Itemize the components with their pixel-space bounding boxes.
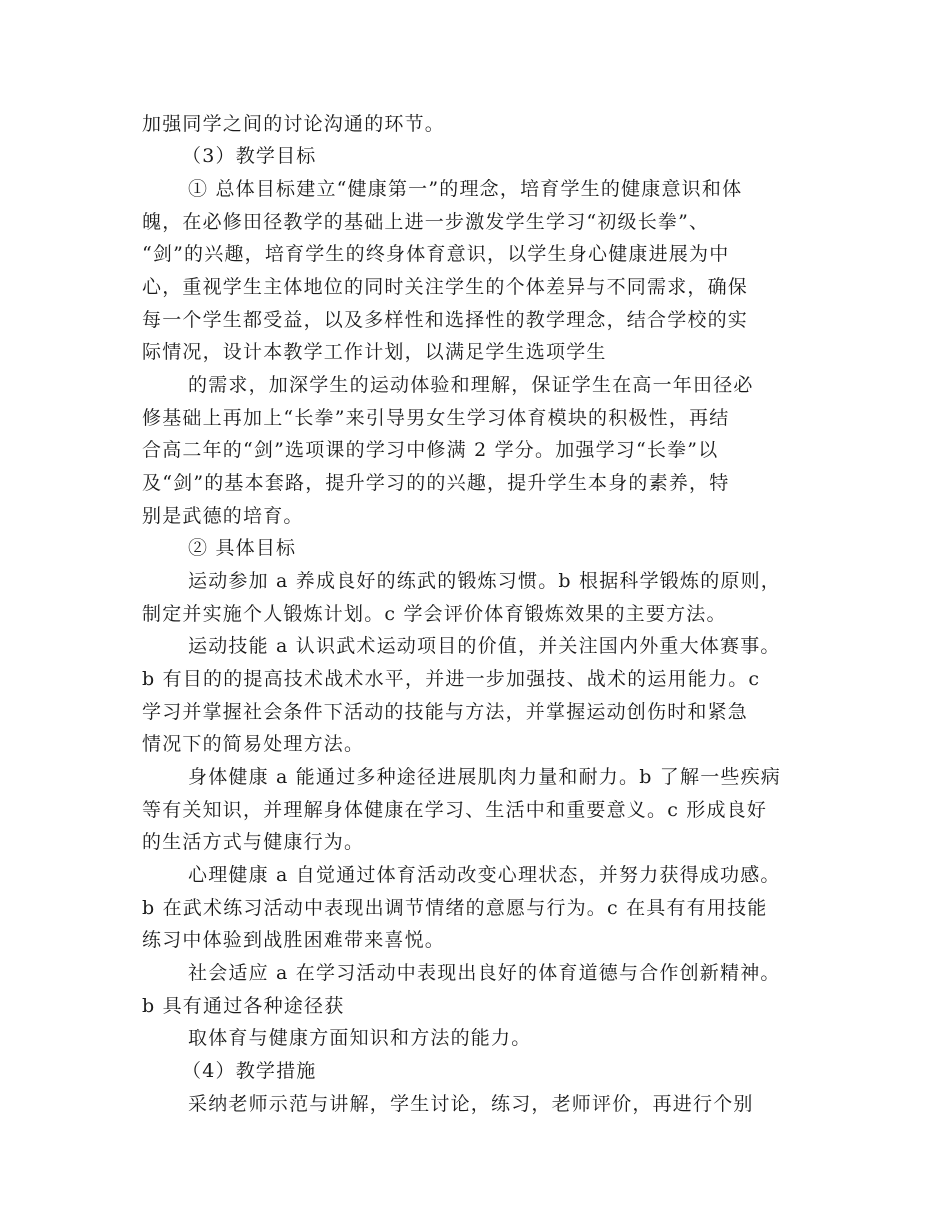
section-heading: （4）教学措施 xyxy=(182,1060,317,1082)
text-line: 采纳老师示范与讲解，学生讨论，练习，老师评价，再进行个别 xyxy=(188,1093,754,1115)
text-line: b 有目的的提高技术战术水平，并进一步加强技、战术的运用能力。c xyxy=(142,668,761,690)
text-line: 运动技能 a 认识武术运动项目的价值，并关注国内外重大体赛事。 xyxy=(188,635,781,657)
text-line: 心，重视学生主体地位的同时关注学生的个体差异与不同需求，确保 xyxy=(142,276,749,298)
text-line: b 具有通过各种途径获 xyxy=(142,995,345,1017)
text-line: 制定并实施个人锻炼计划。c 学会评价体育锻炼效果的主要方法。 xyxy=(142,603,727,625)
text-line: 运动参加 a 养成良好的练武的锻炼习惯。b 根据科学锻炼的原则， xyxy=(188,570,782,592)
text-line: 每一个学生都受益，以及多样性和选择性的教学理念，结合学校的实 xyxy=(142,309,749,331)
text-line: 等有关知识，并理解身体健康在学习、生活中和重要意义。c 形成良好 xyxy=(142,799,768,821)
text-line: 加强同学之间的讨论沟通的环节。 xyxy=(142,113,446,135)
text-line: 身体健康 a 能通过多种途径进展肌肉力量和耐力。b 了解一些疾病 xyxy=(188,766,782,788)
section-heading: ② 具体目标 xyxy=(188,537,297,559)
text-line: ① 总体目标建立“健康第一”的理念，培育学生的健康意识和体 xyxy=(188,178,743,200)
text-line: 际情况，设计本教学工作计划，以满足学生选项学生 xyxy=(142,341,607,363)
text-line: 及“剑”的基本套路，提升学习的的兴趣，提升学生本身的素养，特 xyxy=(142,472,730,494)
text-line: 心理健康 a 自觉通过体育活动改变心理状态，并努力获得成功感。 xyxy=(188,864,781,886)
text-line: “剑”的兴趣，培育学生的终身体育意识，以学生身心健康进展为中 xyxy=(142,243,730,265)
text-line: 的生活方式与健康行为。 xyxy=(142,831,365,853)
text-line: 的需求，加深学生的运动体验和理解，保证学生在高一年田径必 xyxy=(188,374,754,396)
text-line: 修基础上再加上“长拳”来引导男女生学习体育模块的积极性，再结 xyxy=(142,407,730,429)
text-line: 取体育与健康方面知识和方法的能力。 xyxy=(188,1027,532,1049)
text-line: 合高二年的“剑”选项课的学习中修满 2 学分。加强学习“长拳”以 xyxy=(142,439,719,461)
text-line: 别是武德的培育。 xyxy=(142,505,304,527)
section-heading: （3）教学目标 xyxy=(182,145,317,167)
text-line: 社会适应 a 在学习活动中表现出良好的体育道德与合作创新精神。 xyxy=(188,962,781,984)
text-line: b 在武术练习活动中表现出调节情绪的意愿与行为。c 在具有有用技能 xyxy=(142,897,768,919)
text-line: 练习中体验到战胜困难带来喜悦。 xyxy=(142,929,446,951)
text-line: 情况下的简易处理方法。 xyxy=(142,733,365,755)
text-line: 学习并掌握社会条件下活动的技能与方法，并掌握运动创伤时和紧急 xyxy=(142,701,749,723)
text-line: 魄，在必修田径教学的基础上进一步激发学生学习“初级长拳”、 xyxy=(142,211,710,233)
